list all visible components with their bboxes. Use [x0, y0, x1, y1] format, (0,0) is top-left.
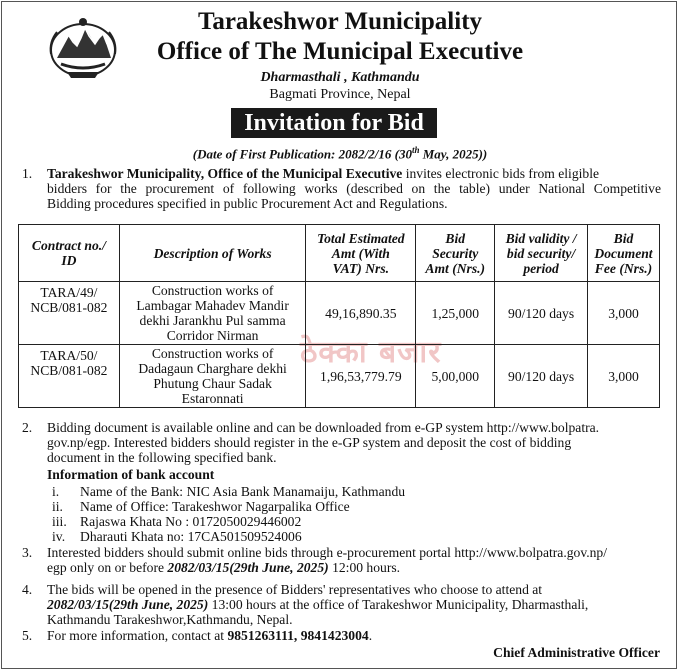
bank-item-num: iii.: [52, 514, 67, 529]
estimated-amount: 49,16,890.35: [306, 282, 416, 345]
col-document-fee: Bid Document Fee (Nrs.): [588, 225, 660, 282]
contact-numbers: 9851263111, 9841423004: [227, 628, 369, 643]
para-1: Tarakeshwor Municipality, Office of the Municipal Executive invites electronic bids from eligible bidders for the procurement of following works (described on the table) under National Competitive Bidding procedures specified in public Procurement Act and Regulations.: [47, 166, 661, 211]
work-description: Construction works of Lambagar Mahadev Mandir dekhi Jarankhu Pul samma Corridor Nirman: [119, 282, 306, 345]
bank-item-num: iv.: [52, 529, 66, 544]
work-description: Construction works of Dadagaun Charghare dekhi Phutung Chaur Sadak Estaronnati: [119, 345, 306, 408]
submission-deadline: 2082/03/15(29th June, 2025): [167, 560, 329, 575]
table-row: [19, 282, 660, 345]
document-fee: 3,000: [588, 345, 660, 408]
dharauti-account: Dharauti Khata no: 17CA501509524006: [80, 529, 302, 544]
para-5-number: 5.: [22, 628, 33, 643]
bank-info: [47, 467, 547, 482]
municipality-name: Tarakeshwor Municipality: [197, 8, 483, 35]
bid-table: [18, 224, 660, 408]
table-header-row: [19, 225, 660, 282]
contract-id: TARA/49/ NCB/081-082: [19, 282, 120, 345]
opening-date: 2082/03/15(29th June, 2025): [47, 597, 209, 612]
document-fee: 3,000: [588, 282, 660, 345]
bank-item-num: i.: [52, 484, 60, 499]
bank-item-num: ii.: [52, 499, 63, 514]
para-2: Bidding document is available online and can be downloaded from e-GP system http://www.bolpatra. gov.np/egp. Interested bidders should register in the e-GP system and deposit the cost of bidding document in the following specified bank.: [47, 420, 600, 465]
location: Dharmasthali , Kathmandu: [260, 70, 420, 85]
para-5: For more information, contact at 9851263111, 9841423004.: [47, 628, 373, 643]
notice-title: Invitation for Bid: [231, 108, 437, 138]
para-1-number: 1.: [22, 166, 33, 181]
office-account-name: Name of Office: Tarakeshwor Nagarpalika Office: [80, 499, 350, 514]
bid-validity: 90/120 days: [495, 282, 588, 345]
office-name: Office of The Municipal Executive: [156, 38, 524, 65]
bank-name: Name of the Bank: NIC Asia Bank Manamaiju, Kathmandu: [80, 484, 406, 499]
province: Bagmati Province, Nepal: [269, 87, 411, 102]
watermark: ठेक्का बजार: [300, 335, 442, 370]
col-estimated-amount: Total Estimated Amt (With VAT) Nrs.: [306, 225, 416, 282]
bid-validity: 90/120 days: [495, 345, 588, 408]
contract-id: TARA/50/ NCB/081-082: [19, 345, 120, 408]
para-3: Interested bidders should submit online bids through e-procurement portal http://www.bolpatra.gov.np/ egp only on or before 2082/03/15(29th June, 2025) 12:00 hours.: [47, 545, 608, 575]
bank-info-heading: Information of bank account: [47, 467, 215, 482]
col-contract-id: Contract no./ ID: [19, 225, 120, 282]
para-3-number: 3.: [22, 545, 33, 560]
col-bid-security: Bid Security Amt (Nrs.): [416, 225, 495, 282]
table-row: [19, 345, 660, 408]
bid-security: 5,00,000: [416, 345, 495, 408]
para-4: The bids will be opened in the presence of Bidders' representatives who choose to attend at 2082/03/15(29th June, 2025) 13:00 hours at the office of Tarakeshwor Municipality, Dharmasthali, Kathmandu Tarakeshwor,Kathmandu, Nepal.: [47, 582, 589, 627]
para-2-number: 2.: [22, 420, 33, 435]
publication-date: (Date of First Publication: 2082/2/16 (30th May, 2025)): [192, 145, 488, 162]
col-bid-validity: Bid validity / bid security/ period: [495, 225, 588, 282]
rajaswa-account: Rajaswa Khata No : 0172050029446002: [80, 514, 302, 529]
estimated-amount: 1,96,53,779.79: [306, 345, 416, 408]
para-4-number: 4.: [22, 582, 33, 597]
bid-security: 1,25,000: [416, 282, 495, 345]
para-1-bold: Tarakeshwor Municipality, Office of the Municipal Executive: [47, 166, 403, 181]
signature-title: Chief Administrative Officer: [493, 645, 660, 660]
col-description: Description of Works: [119, 225, 306, 282]
